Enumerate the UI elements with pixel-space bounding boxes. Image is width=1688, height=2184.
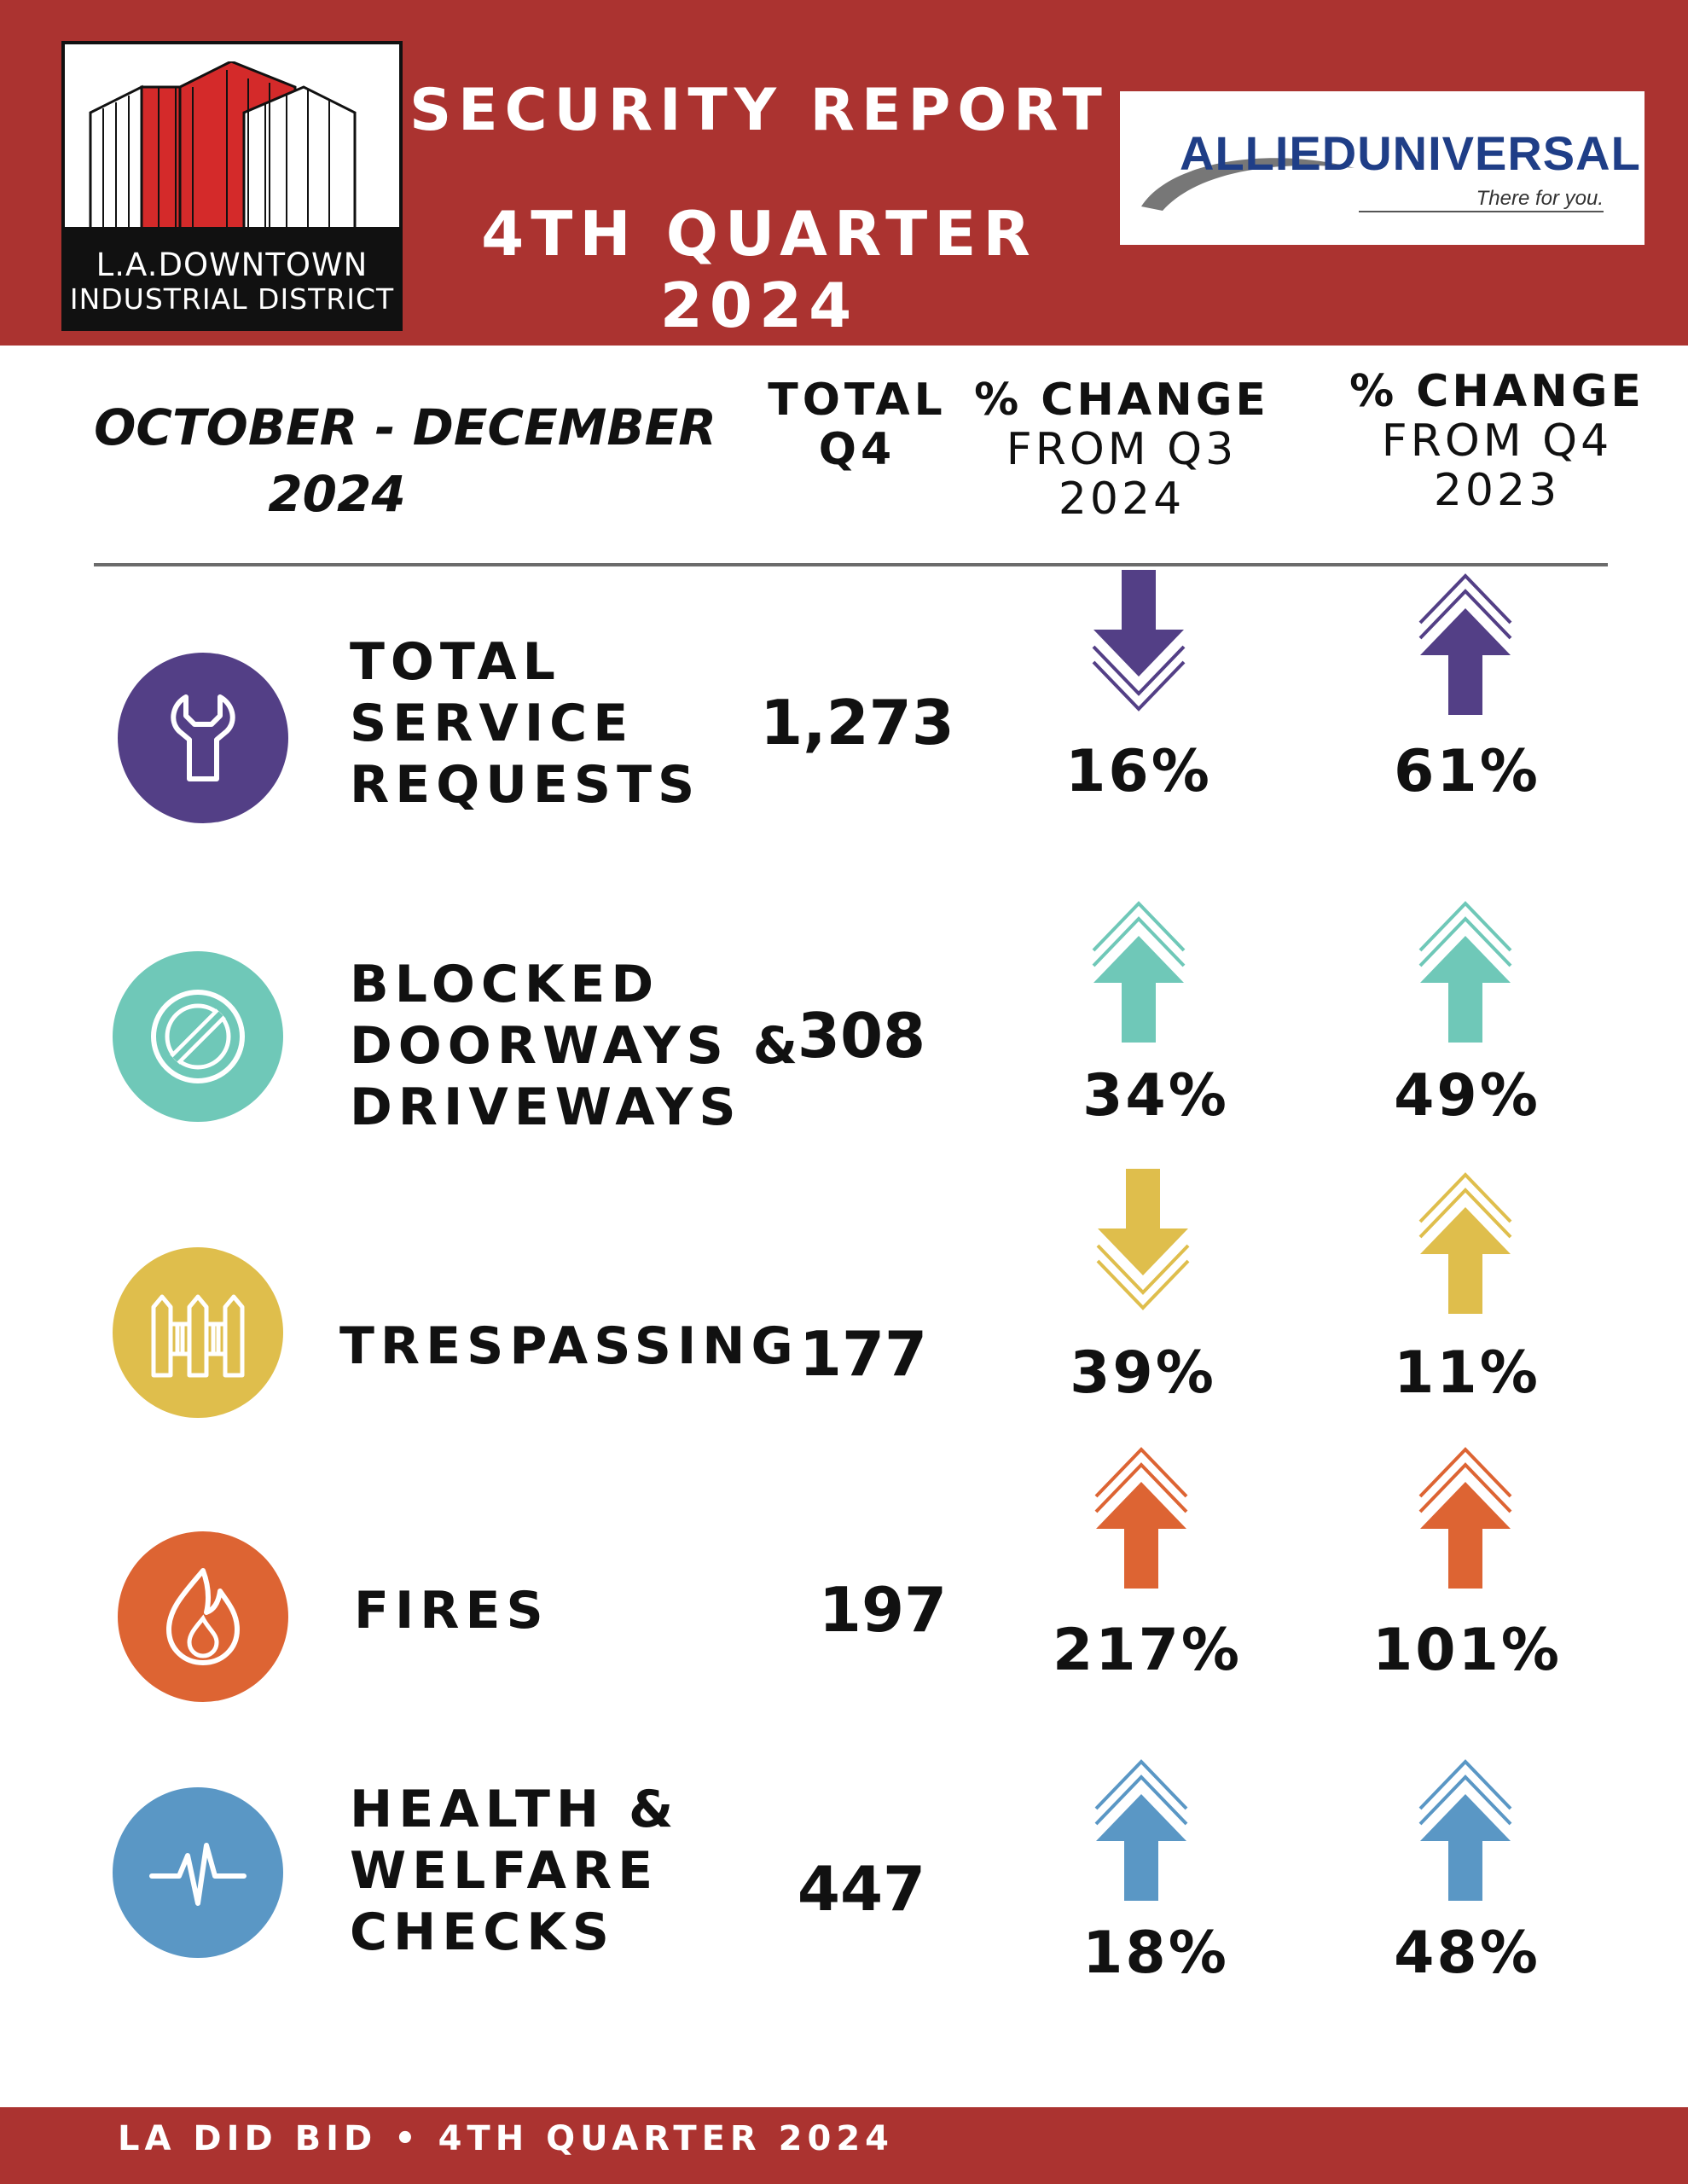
row-label-trespassing <box>339 1316 799 1377</box>
label-line: HEALTH & <box>350 1780 680 1839</box>
partner-logo-tagline: There for you. <box>1476 187 1604 210</box>
header-divider <box>94 563 1608 566</box>
change-from-q4-fires: 101% <box>1372 1617 1563 1684</box>
tagline-rule <box>1359 211 1604 212</box>
arrow-up-icon <box>1092 897 1186 1043</box>
service-requests-icon-circle <box>118 653 288 823</box>
change-from-q3-service-requests: 16% <box>1065 738 1212 805</box>
arrow-up-icon <box>1418 897 1512 1043</box>
heartbeat-icon <box>147 1821 249 1924</box>
column-q3-line1: % CHANGE <box>974 375 1269 426</box>
fire-icon <box>152 1565 254 1668</box>
fires-icon-circle <box>118 1531 288 1702</box>
period-line1: OCTOBER - DECEMBER <box>94 398 716 456</box>
logo-text-line2: INDUSTRIAL DISTRICT <box>69 282 395 316</box>
change-from-q4-trespassing: 11% <box>1394 1339 1540 1407</box>
health-welfare-icon-circle <box>113 1787 283 1958</box>
label-line: TRESPASSING <box>339 1316 799 1376</box>
partner-logo-name: ALLIEDUNIVERSAL <box>1180 126 1641 180</box>
trespassing-icon-circle <box>113 1247 283 1418</box>
row-label-service-requests <box>350 631 700 816</box>
arrow-up-icon <box>1094 1756 1188 1901</box>
label-line: TOTAL <box>350 632 561 692</box>
column-total-line1: TOTAL <box>768 375 947 426</box>
column-q3-line3: 2024 <box>1058 473 1186 525</box>
arrow-down-icon <box>1092 570 1186 715</box>
arrow-up-icon <box>1418 1756 1512 1901</box>
change-from-q3-health-welfare: 18% <box>1082 1920 1229 1987</box>
blocked-icon <box>147 985 249 1088</box>
label-line: BLOCKED <box>350 955 660 1014</box>
allied-universal-logo <box>1120 91 1644 245</box>
change-from-q3-blocked-doorways: 34% <box>1082 1062 1229 1130</box>
label-line: CHECKS <box>350 1902 615 1962</box>
column-q4-line3: 2023 <box>1433 465 1561 516</box>
fence-icon <box>147 1281 249 1384</box>
arrow-up-icon <box>1094 1443 1188 1589</box>
total-blocked-doorways: 308 <box>797 1000 926 1072</box>
column-q3-line2: FROM Q3 <box>1006 424 1238 475</box>
column-header-change-q3 <box>964 375 1279 524</box>
column-q4-line1: % CHANGE <box>1349 366 1644 417</box>
footer-text: LA DID BID • 4TH QUARTER 2024 <box>118 2119 894 2158</box>
period-line2: 2024 <box>268 465 406 523</box>
la-downtown-logo <box>61 41 403 331</box>
row-label-blocked-doorways <box>350 954 803 1138</box>
row-label-fires <box>354 1580 549 1641</box>
buildings-logo-icon <box>82 61 380 241</box>
total-service-requests: 1,273 <box>760 687 954 758</box>
blocked-doorways-icon-circle <box>113 951 283 1122</box>
arrow-up-icon <box>1418 1443 1512 1589</box>
logo-text-line1: L.A.DOWNTOWN <box>96 247 368 283</box>
column-header-change-q4 <box>1339 367 1655 515</box>
arrow-up-icon <box>1418 570 1512 715</box>
row-label-health-welfare <box>350 1779 679 1963</box>
label-line: DOORWAYS & <box>350 1016 804 1076</box>
total-health-welfare: 447 <box>797 1853 926 1925</box>
column-q4-line2: FROM Q4 <box>1381 415 1613 467</box>
label-line: SERVICE <box>350 694 635 753</box>
wrench-icon <box>152 687 254 789</box>
change-from-q3-trespassing: 39% <box>1070 1339 1216 1407</box>
label-line: WELFARE <box>350 1841 659 1901</box>
report-title: SECURITY REPORT <box>409 77 1109 144</box>
label-line: DRIVEWAYS <box>350 1077 742 1137</box>
change-from-q4-blocked-doorways: 49% <box>1394 1062 1540 1130</box>
period-heading <box>81 394 729 527</box>
arrow-up-icon <box>1418 1169 1512 1314</box>
change-from-q4-health-welfare: 48% <box>1394 1920 1540 1987</box>
column-total-line2: Q4 <box>818 424 896 475</box>
label-line: FIRES <box>354 1581 549 1641</box>
change-from-q3-fires: 217% <box>1052 1617 1243 1684</box>
column-header-total <box>759 375 955 474</box>
change-from-q4-service-requests: 61% <box>1394 738 1540 805</box>
label-line: REQUESTS <box>350 755 701 815</box>
total-fires: 197 <box>818 1574 948 1646</box>
total-trespassing: 177 <box>798 1318 928 1390</box>
arrow-down-icon <box>1096 1169 1190 1314</box>
report-subtitle: 4TH QUARTER 2024 <box>481 198 1037 341</box>
